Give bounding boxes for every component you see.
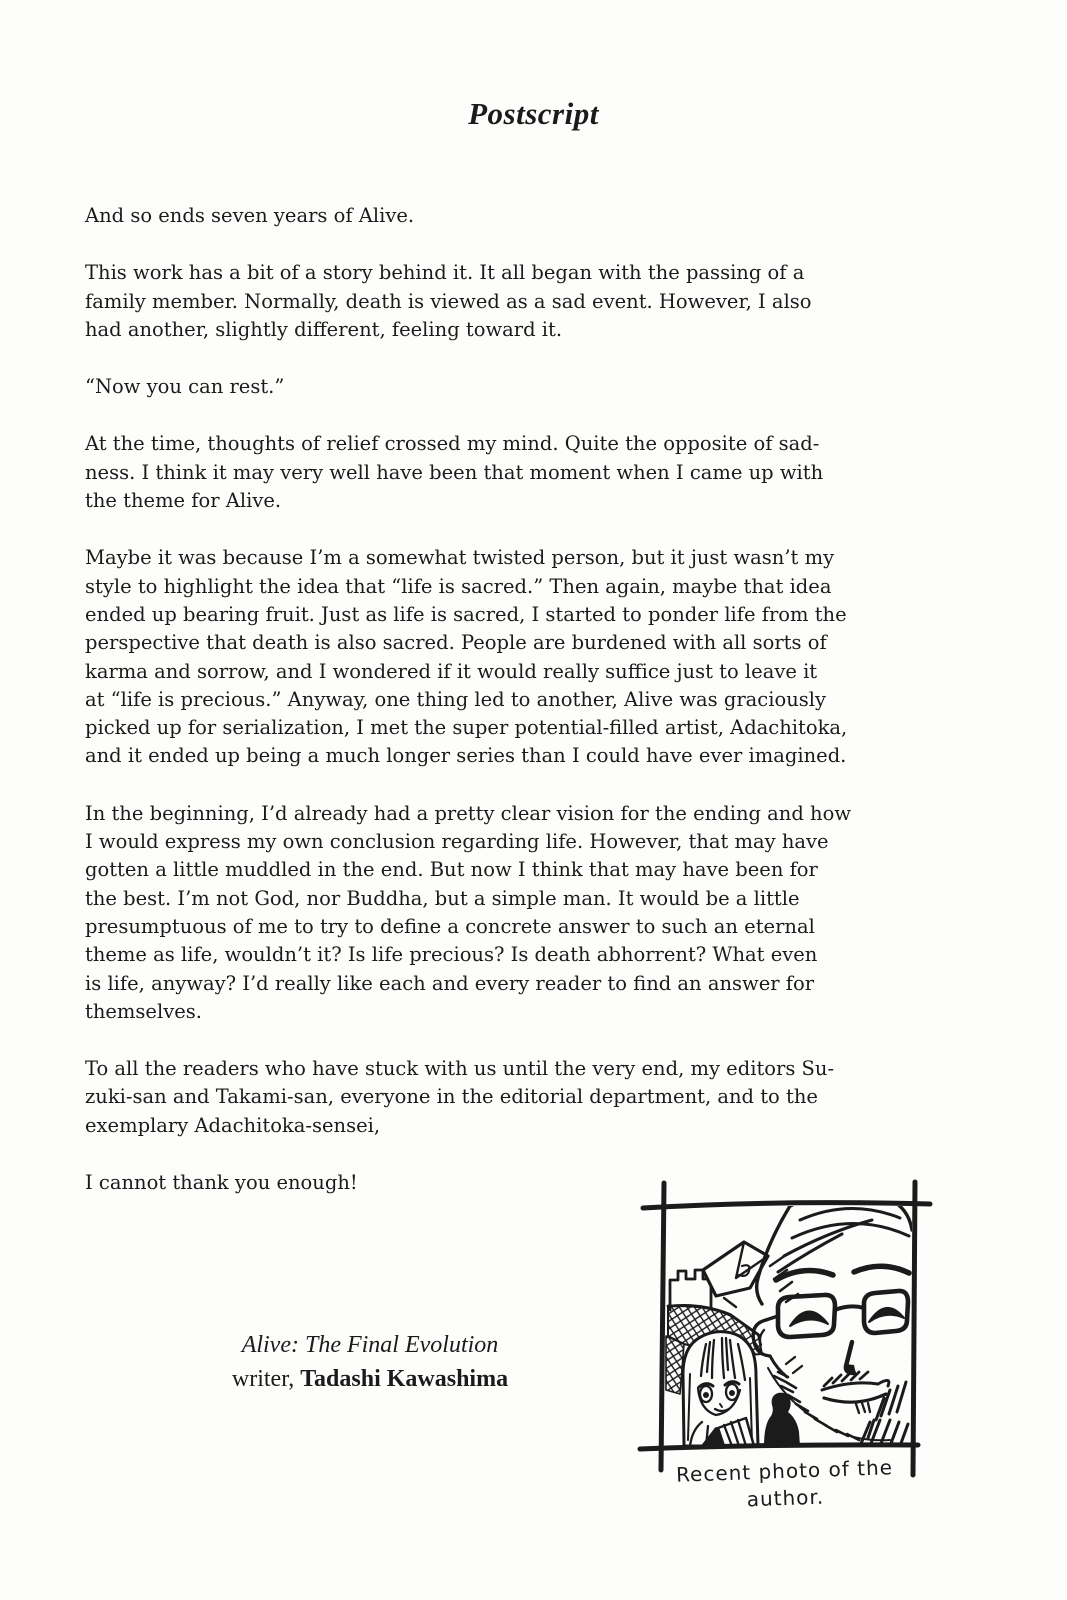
photo-caption-line1: Recent photo of the (675, 1455, 894, 1487)
text-line: At the time, thoughts of relief crossed my mind. Quite the opposite of sad- (85, 432, 820, 456)
series-title: Alive: The Final Evolution (241, 1332, 499, 1358)
paragraph (85, 430, 851, 515)
text-line: had another, slightly different, feeling toward it. (85, 317, 563, 341)
text-line: gotten a little muddled in the end. But now I think that may have been for (85, 858, 818, 882)
text-line: And so ends seven years of Alive. (85, 204, 415, 227)
text-line: karma and sorrow, and I wondered if it would really suffice just to leave it (85, 659, 818, 683)
text-line: picked up for serialization, I met the super potential-filled artist, Adachitoka, (85, 716, 848, 740)
body-text (85, 202, 851, 1197)
text-line: family member. Normally, death is viewed as a sad event. However, I also (85, 289, 812, 313)
text-line: and it ended up being a much longer series than I could have ever imagined. (85, 744, 847, 768)
text-line: “Now you can rest.” (85, 375, 285, 399)
writer-name: Tadashi Kawashima (300, 1366, 509, 1392)
text-line: exemplary Adachitoka-sensei, (85, 1113, 381, 1137)
text-line: the theme for Alive. (85, 489, 282, 513)
text-line: is life, anyway? I’d really like each and every reader to find an answer for (85, 971, 815, 995)
text-line: Maybe it was because I’m a somewhat twisted person, but it just wasn’t my (85, 546, 835, 570)
author-photo-sketch (628, 1158, 938, 1488)
credits-block (150, 1328, 590, 1396)
paragraph (85, 373, 851, 401)
paragraph (85, 544, 851, 770)
page-title: Postscript (468, 96, 599, 131)
sketch-interior (666, 1194, 912, 1447)
text-line: I cannot thank you enough! (85, 1171, 358, 1195)
writer-role-label: writer, (231, 1366, 295, 1392)
text-line: presumptuous of me to try to define a concrete answer to such an eternal (85, 914, 815, 938)
text-line: perspective that death is also sacred. People are burdened with all sorts of (85, 631, 827, 655)
text-line: This work has a bit of a story behind it. It all began with the passing of a (85, 261, 805, 285)
text-line: To all the readers who have stuck with us until the very end, my editors Su- (85, 1057, 835, 1081)
photo-caption-line2: author. (746, 1484, 825, 1512)
paragraph (85, 800, 851, 1026)
text-line: I would express my own conclusion regarding life. However, that may have (85, 830, 829, 854)
text-line: style to highlight the idea that “life is sacred.” Then again, maybe that idea (85, 574, 832, 598)
author-sketch-drawing (628, 1158, 938, 1488)
photo-caption (634, 1453, 936, 1517)
text-line: In the beginning, I’d already had a pretty clear vision for the ending and how (85, 801, 852, 825)
text-line: themselves. (85, 999, 202, 1023)
text-line: at “life is precious.” Anyway, one thing led to another, Alive was graciously (85, 687, 827, 711)
writer-credit (150, 1362, 590, 1396)
text-line: ness. I think it may very well have been that moment when I came up with (85, 460, 824, 484)
paragraph (85, 1055, 851, 1140)
paragraph (85, 202, 851, 230)
paragraph (85, 259, 851, 344)
text-line: ended up bearing fruit. Just as life is sacred, I started to ponder life from the (85, 602, 847, 626)
text-line: theme as life, wouldn’t it? Is life precious? Is death abhorrent? What even (85, 943, 818, 967)
text-line: the best. I’m not God, nor Buddha, but a simple man. It would be a little (85, 886, 800, 910)
text-line: zuki-san and Takami-san, everyone in the editorial department, and to the (85, 1085, 818, 1109)
